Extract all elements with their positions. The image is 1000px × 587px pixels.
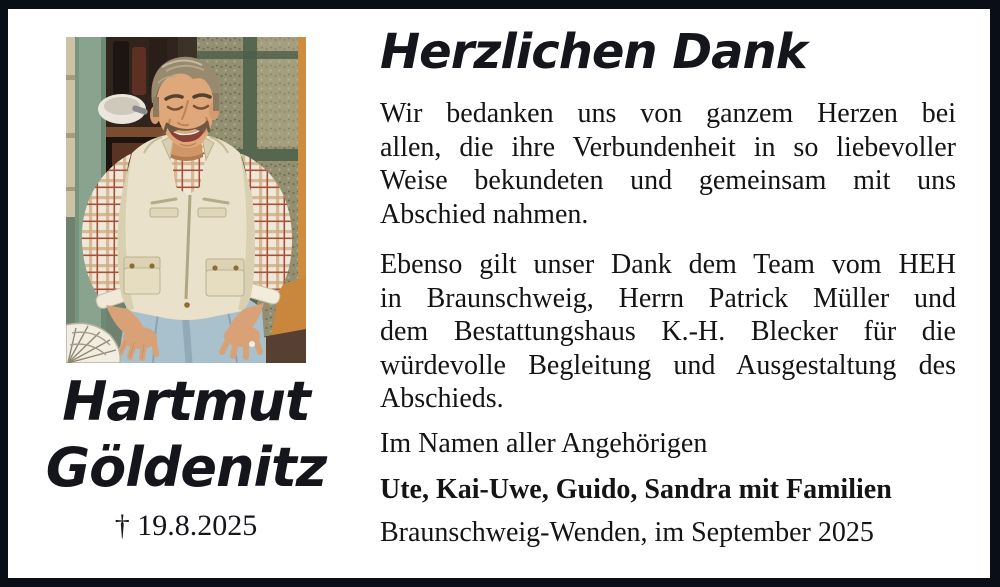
paragraph-line: Wir bedanken uns von ganzem Herzen bei bbox=[380, 98, 956, 129]
thanks-paragraph bbox=[380, 97, 956, 231]
acknowledgement-paragraph bbox=[380, 248, 956, 416]
place-date-line: Braunschweig-Wenden, im September 2025 bbox=[380, 516, 874, 548]
paragraph-line: Abschied nahmen. bbox=[380, 198, 589, 230]
notice-paper bbox=[8, 9, 990, 578]
family-names-line: Ute, Kai-Uwe, Guido, Sandra mit Familien bbox=[380, 474, 892, 505]
paragraph-line: Abschieds. bbox=[380, 383, 504, 414]
deceased-last-name: Göldenitz bbox=[45, 436, 327, 499]
deceased-first-name: Hartmut bbox=[62, 370, 310, 433]
headline: Herzlichen Dank bbox=[380, 24, 807, 80]
portrait-photo bbox=[66, 37, 306, 363]
paragraph-line: dem Bestattungshaus K.-H. Blecker für die bbox=[380, 316, 956, 347]
paragraph-line: allen, die ihre Verbundenheit in so liebevoller bbox=[380, 131, 956, 163]
paragraph-line: würdevolle Begleitung und Ausgestaltung des bbox=[380, 349, 956, 381]
notice-text-column bbox=[380, 9, 956, 549]
portrait-photo-art bbox=[66, 37, 306, 363]
paragraph-line: Ebenso gilt unser Dank dem Team vom HEH bbox=[380, 249, 956, 280]
paragraph-line: Weise bekundeten und gemeinsam mit uns bbox=[380, 165, 956, 196]
paragraph-line: in Braunschweig, Herrn Patrick Müller und bbox=[380, 282, 956, 314]
closing-line: Im Namen aller Angehörigen bbox=[380, 427, 708, 459]
death-date: † 19.8.2025 bbox=[114, 509, 258, 542]
deceased-name-block bbox=[8, 369, 364, 543]
